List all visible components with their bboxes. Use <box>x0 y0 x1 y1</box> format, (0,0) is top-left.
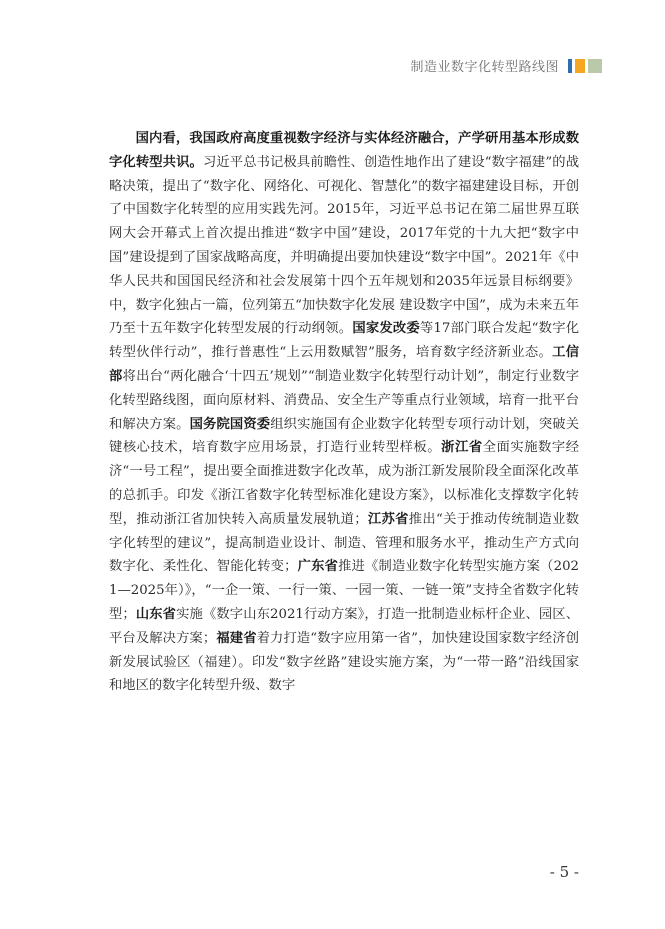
province-zhejiang: 浙江省 <box>441 440 483 456</box>
text-segment: 推进《制造业数字化转型实施方案（2021—2025年）》，“一企一策、一行一策、一园一策、一链一策”支持全省数字化转型； <box>109 559 580 622</box>
province-fujian: 福建省 <box>216 630 257 646</box>
org-ndrc: 国家发改委 <box>352 321 420 337</box>
text-segment: 着力打造“数字应用第一省”，加快建设国家数字经济创新发展试验区（福建）。印发“数字丝路”建设实施方案，为“一带一路”沿线国家和地区的数字化转型升级、数字 <box>109 630 579 694</box>
province-shandong: 山东省 <box>135 606 177 622</box>
page-number: - 5 - <box>549 863 579 881</box>
header-color-bar-orange <box>575 59 585 73</box>
text-segment: 习近平总书记极具前瞻性、创造性地作出了建设“数字福建”的战略决策，提出了“数字化、网络化、可视化、智慧化”的数字福建建设目标，开创了中国数字化转型的应用实践先河。2015年，习近平总书记在第二届世界互联网大会开幕式上首次提出推进“数字中国”建设，2017年党的十九大把“数字中国”建设提到了国家战略高度，并明确提出要加快建设“数字中国”。2021年《中华人民共和国国民经济和社会发展第十四个五年规划和2035年远景目标纲要》中，数字化独占一篇，位列第五“加快数字化发展 建设数字中国”，成为未来五年乃至十五年数字化转型发展的行动纲领。 <box>109 154 579 337</box>
header-title: 制造业数字化转型路线图 <box>410 60 559 75</box>
header-color-bar-blue <box>568 59 572 73</box>
text-segment: 实施《数字山东2021行动方案》，打造一批制造业标杆企业、园区、平台及解决方案； <box>109 606 580 646</box>
province-guangdong: 广东省 <box>297 559 339 575</box>
running-header <box>410 56 602 75</box>
text-segment: 全面实施数字经济“一号工程”，提出要全面推进数字化改革，成为浙江新发展阶段全面深化改革的总抓手。印发《浙江省数字化转型标准化建设方案》，以标准化支撑数字化转型，推动浙江省加快转入高质量发展轨道； <box>109 440 580 527</box>
header-color-bar-green <box>588 59 602 73</box>
text-segment: 组织实施国有企业数字化转型专项行动计划，突破关键核心技术，培育数字应用场景，打造行业转型样板。 <box>109 416 580 456</box>
text-segment: 推出“关于推动传统制造业数字化转型的建议”，提高制造业设计、制造、管理和服务水平，推动生产方式向数字化、柔性化、智能化转变； <box>109 511 579 575</box>
lead-sentence: 国内看，我国政府高度重视数字经济与实体经济融合，产学研用基本形成数字化转型共识。 <box>109 131 579 170</box>
province-jiangsu: 江苏省 <box>367 511 409 527</box>
body-paragraph <box>109 127 579 698</box>
org-miit: 工信部 <box>109 345 579 384</box>
org-sasac: 国务院国资委 <box>189 416 271 432</box>
text-segment: 将出台“两化融合‘十四五’规划”“制造业数字化转型行动计划”，制定行业数字化转型路线图，面向原材料、消费品、安全生产等重点行业领域，培育一批平台和解决方案。 <box>109 368 579 432</box>
text-segment: 等17部门联合发起“数字化转型伙伴行动”，推行普惠性“上云用数赋智”服务，培育数字经济新业态。 <box>109 321 580 361</box>
